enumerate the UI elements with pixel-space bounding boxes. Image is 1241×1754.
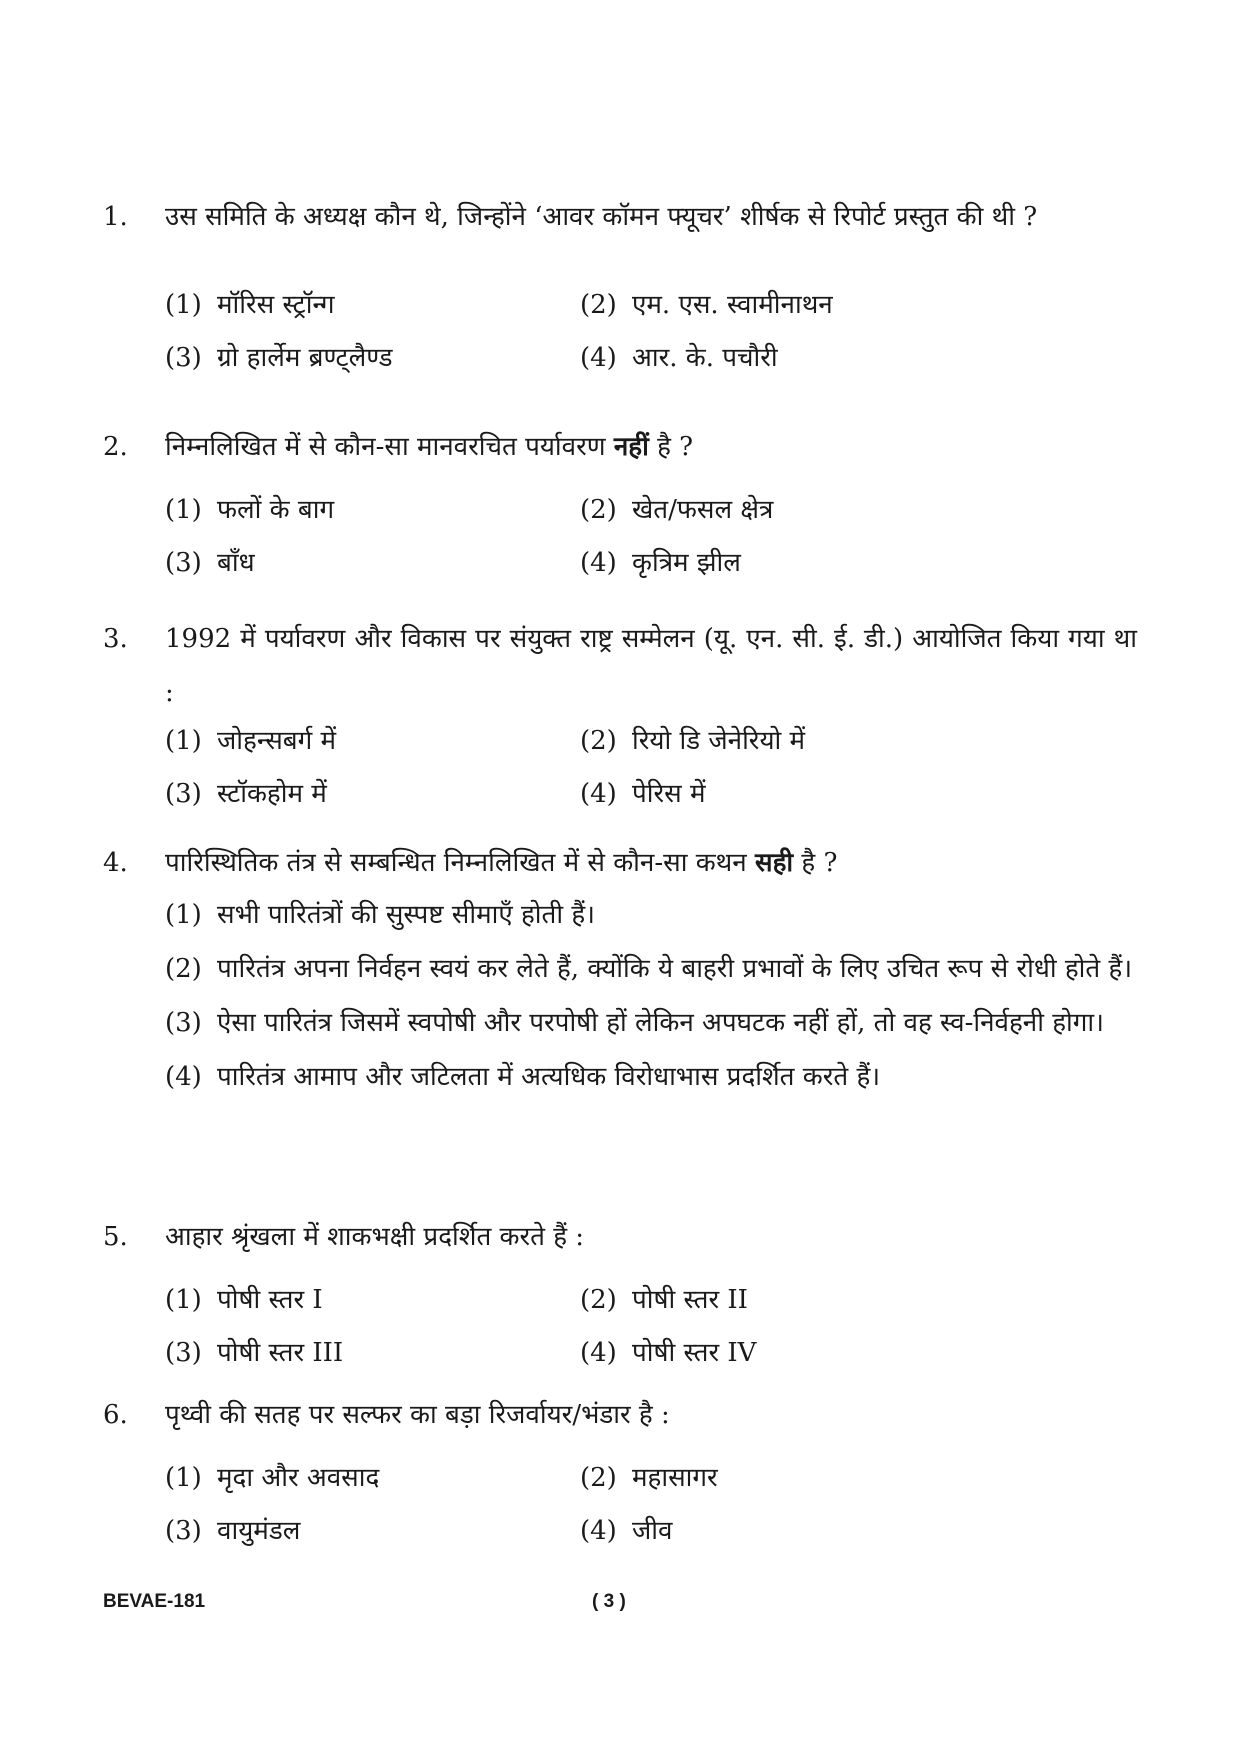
- option-2: (2) रियो डि जेनेरियो में: [580, 726, 806, 756]
- option-text: रियो डि जेनेरियो में: [632, 726, 806, 756]
- option-text: पोषी स्तर II: [632, 1285, 748, 1315]
- option-2: (2) एम. एस. स्वामीनाथन: [580, 290, 833, 320]
- option-3: (3) पोषी स्तर III: [165, 1338, 344, 1368]
- question-text: पृथ्वी की सतह पर सल्फर का बड़ा रिजर्वायर/भंडार है :: [165, 1400, 670, 1430]
- question-text: उस समिति के अध्यक्ष कौन थे, जिन्होंने ‘आवर कॉमन फ्यूचर’ शीर्षक से रिपोर्ट प्रस्तुत की थी ?: [165, 202, 1038, 232]
- option-text: मॉरिस स्ट्रॉन्ग: [217, 290, 335, 320]
- option-text: जोहन्सबर्ग में: [217, 726, 337, 756]
- option-text: बाँध: [217, 548, 255, 578]
- option-1: (1) मृदा और अवसाद: [165, 1463, 380, 1493]
- question-number: 1.: [103, 202, 128, 232]
- option-3: (3) वायुमंडल: [165, 1516, 301, 1546]
- option-1: (1) सभी पारितंत्रों की सुस्पष्ट सीमाएँ होती हैं।: [165, 900, 596, 930]
- option-4: (4) पोषी स्तर IV: [580, 1338, 757, 1368]
- option-text: कृत्रिम झील: [632, 548, 741, 578]
- question-number: 2.: [103, 432, 128, 462]
- option-text: महासागर: [632, 1463, 718, 1493]
- option-text: वायुमंडल: [217, 1516, 301, 1546]
- option-4: (4) पारितंत्र आमाप और जटिलता में अत्यधिक विरोधाभास प्रदर्शित करते हैं।: [165, 1062, 881, 1092]
- question-number: 5.: [103, 1222, 128, 1252]
- question-number: 4.: [103, 848, 128, 878]
- option-text: मृदा और अवसाद: [217, 1463, 380, 1493]
- option-text: पेरिस में: [632, 779, 706, 809]
- option-list: [165, 888, 1137, 1104]
- option-3: (3) ग्रो हार्लेम ब्रण्ट्लैण्ड: [165, 343, 393, 373]
- option-3: (3) बाँध: [165, 548, 255, 578]
- option-text: ग्रो हार्लेम ब्रण्ट्लैण्ड: [217, 343, 393, 373]
- option-1: (1) पोषी स्तर I: [165, 1285, 323, 1315]
- option-2: (2) खेत/फसल क्षेत्र: [580, 495, 774, 525]
- option-1: (1) मॉरिस स्ट्रॉन्ग: [165, 290, 335, 320]
- option-text: पोषी स्तर IV: [632, 1338, 757, 1368]
- option-2: (2) पोषी स्तर II: [580, 1285, 748, 1315]
- option-text: पारितंत्र आमाप और जटिलता में अत्यधिक विरोधाभास प्रदर्शित करते हैं।: [217, 1062, 881, 1092]
- option-text: जीव: [632, 1516, 673, 1546]
- option-1: (1) फलों के बाग: [165, 495, 335, 525]
- option-text: फलों के बाग: [217, 495, 335, 525]
- page-number: ( 3 ): [592, 1591, 626, 1612]
- question-text: पारिस्थितिक तंत्र से सम्बन्धित निम्नलिखित में से कौन-सा कथन सही है ?: [165, 848, 838, 878]
- option-3: (3) स्टॉकहोम में: [165, 779, 327, 809]
- option-text: स्टॉकहोम में: [217, 779, 327, 809]
- option-text: सभी पारितंत्रों की सुस्पष्ट सीमाएँ होती हैं।: [217, 900, 596, 930]
- question-text: 1992 में पर्यावरण और विकास पर संयुक्त राष्ट्र सम्मेलन (यू. एन. सी. ई. डी.) आयोजित किया गया था :: [165, 624, 1137, 708]
- option-4: (4) पेरिस में: [580, 779, 706, 809]
- emphasis: सही: [755, 848, 794, 878]
- option-text: खेत/फसल क्षेत्र: [632, 495, 774, 525]
- option-2: (2) पारितंत्र अपना निर्वहन स्वयं कर लेते हैं, क्योंकि ये बाहरी प्रभावों के लिए उचित रूप से रोधी होते हैं।: [165, 954, 1133, 984]
- option-text: पारितंत्र अपना निर्वहन स्वयं कर लेते हैं, क्योंकि ये बाहरी प्रभावों के लिए उचित रूप से रोधी होते हैं।: [217, 954, 1133, 984]
- question-text: आहार श्रृंखला में शाकभक्षी प्रदर्शित करते हैं :: [165, 1222, 585, 1252]
- option-1: (1) जोहन्सबर्ग में: [165, 726, 337, 756]
- emphasis: नहीं: [613, 432, 649, 462]
- question-text: निम्नलिखित में से कौन-सा मानवरचित पर्यावरण नहीं है ?: [165, 432, 694, 462]
- option-text: एम. एस. स्वामीनाथन: [632, 290, 833, 320]
- question-number: 6.: [103, 1400, 128, 1430]
- option-4: (4) आर. के. पचौरी: [580, 343, 778, 373]
- question-number: 3.: [103, 624, 128, 654]
- option-text: पोषी स्तर III: [217, 1338, 344, 1368]
- option-2: (2) महासागर: [580, 1463, 718, 1493]
- course-code: BEVAE-181: [103, 1591, 206, 1612]
- option-4: (4) कृत्रिम झील: [580, 548, 741, 578]
- option-text: पोषी स्तर I: [217, 1285, 323, 1315]
- option-text: आर. के. पचौरी: [632, 343, 778, 373]
- option-text: ऐसा पारितंत्र जिसमें स्वपोषी और परपोषी हों लेकिन अपघटक नहीं हों, तो वह स्व-निर्वहनी होगा।: [217, 1008, 1104, 1038]
- option-3: (3) ऐसा पारितंत्र जिसमें स्वपोषी और परपोषी हों लेकिन अपघटक नहीं हों, तो वह स्व-निर्वहनी होगा।: [165, 1008, 1104, 1038]
- option-4: (4) जीव: [580, 1516, 673, 1546]
